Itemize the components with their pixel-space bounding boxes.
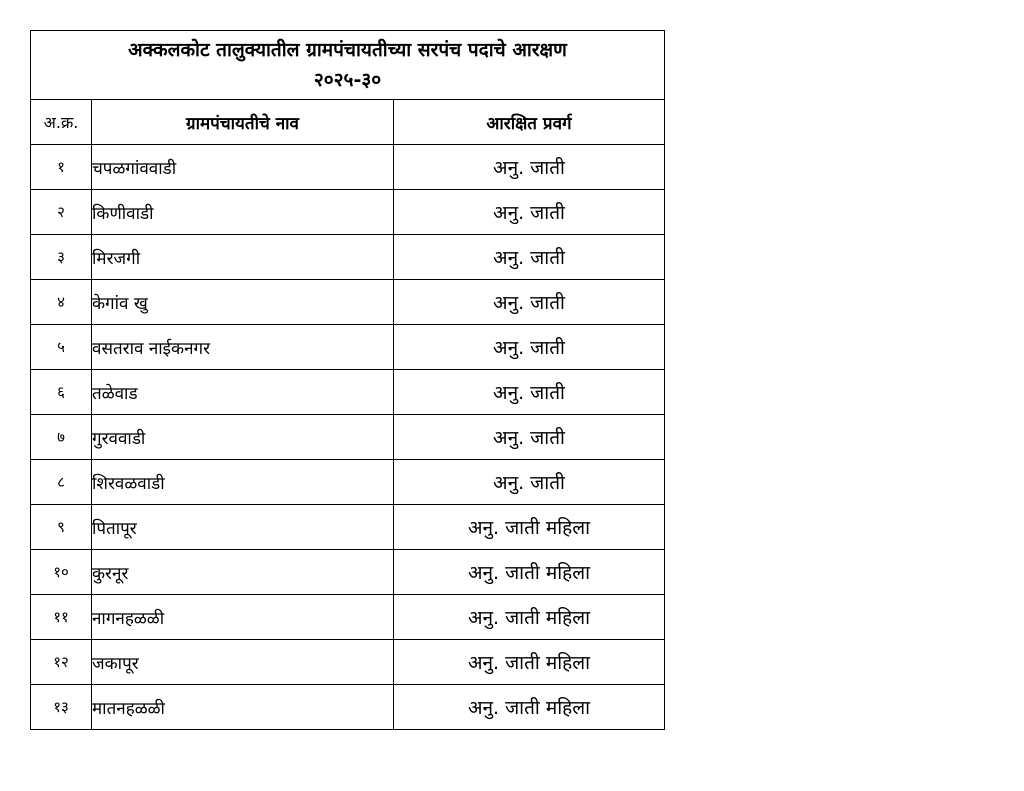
row-village-name: केगांव खु [92,280,394,325]
title-line-1: अक्कलकोट तालुक्यातील ग्रामपंचायतीच्या सरपंच पदाचे आरक्षण [128,39,567,61]
row-serial: ८ [31,460,92,505]
table-row [31,370,665,415]
row-serial: ५ [31,325,92,370]
row-serial: १३ [31,685,92,730]
title-row [31,31,665,100]
row-reserved-category: अनु. जाती [394,190,665,235]
row-serial: १ [31,145,92,190]
table-row [31,325,665,370]
row-reserved-category: अनु. जाती महिला [394,685,665,730]
row-reserved-category: अनु. जाती [394,325,665,370]
title-line-2: २०२५-३० [313,69,382,91]
document-title [31,31,665,100]
row-village-name: मिरजगी [92,235,394,280]
row-reserved-category: अनु. जाती [394,460,665,505]
row-serial: ३ [31,235,92,280]
reservation-table [30,30,665,730]
row-reserved-category: अनु. जाती महिला [394,550,665,595]
row-reserved-category: अनु. जाती महिला [394,595,665,640]
row-reserved-category: अनु. जाती महिला [394,505,665,550]
row-serial: ९ [31,505,92,550]
table-row [31,235,665,280]
header-serial: अ.क्र. [31,100,92,145]
row-reserved-category: अनु. जाती [394,415,665,460]
row-serial: ४ [31,280,92,325]
row-village-name: शिरवळवाडी [92,460,394,505]
row-village-name: तळेवाड [92,370,394,415]
row-village-name: कुरनूर [92,550,394,595]
row-village-name: गुरववाडी [92,415,394,460]
row-serial: ६ [31,370,92,415]
row-village-name: पितापूर [92,505,394,550]
table-row [31,280,665,325]
header-village-name: ग्रामपंचायतीचे नाव [92,100,394,145]
row-village-name: चपळगांववाडी [92,145,394,190]
row-village-name: जकापूर [92,640,394,685]
row-village-name: नागनहळळी [92,595,394,640]
table-row [31,190,665,235]
row-reserved-category: अनु. जाती [394,145,665,190]
table-row [31,145,665,190]
table-row [31,640,665,685]
header-reserved-category: आरक्षित प्रवर्ग [394,100,665,145]
row-serial: १२ [31,640,92,685]
row-serial: ७ [31,415,92,460]
row-reserved-category: अनु. जाती [394,235,665,280]
row-serial: २ [31,190,92,235]
row-village-name: वसतराव नाईकनगर [92,325,394,370]
table-row [31,505,665,550]
row-village-name: मातनहळळी [92,685,394,730]
table-row [31,595,665,640]
header-row [31,100,665,145]
row-reserved-category: अनु. जाती महिला [394,640,665,685]
row-village-name: किणीवाडी [92,190,394,235]
table-row [31,550,665,595]
row-reserved-category: अनु. जाती [394,280,665,325]
table-row [31,685,665,730]
row-reserved-category: अनु. जाती [394,370,665,415]
row-serial: १० [31,550,92,595]
row-serial: ११ [31,595,92,640]
table-row [31,460,665,505]
table-row [31,415,665,460]
